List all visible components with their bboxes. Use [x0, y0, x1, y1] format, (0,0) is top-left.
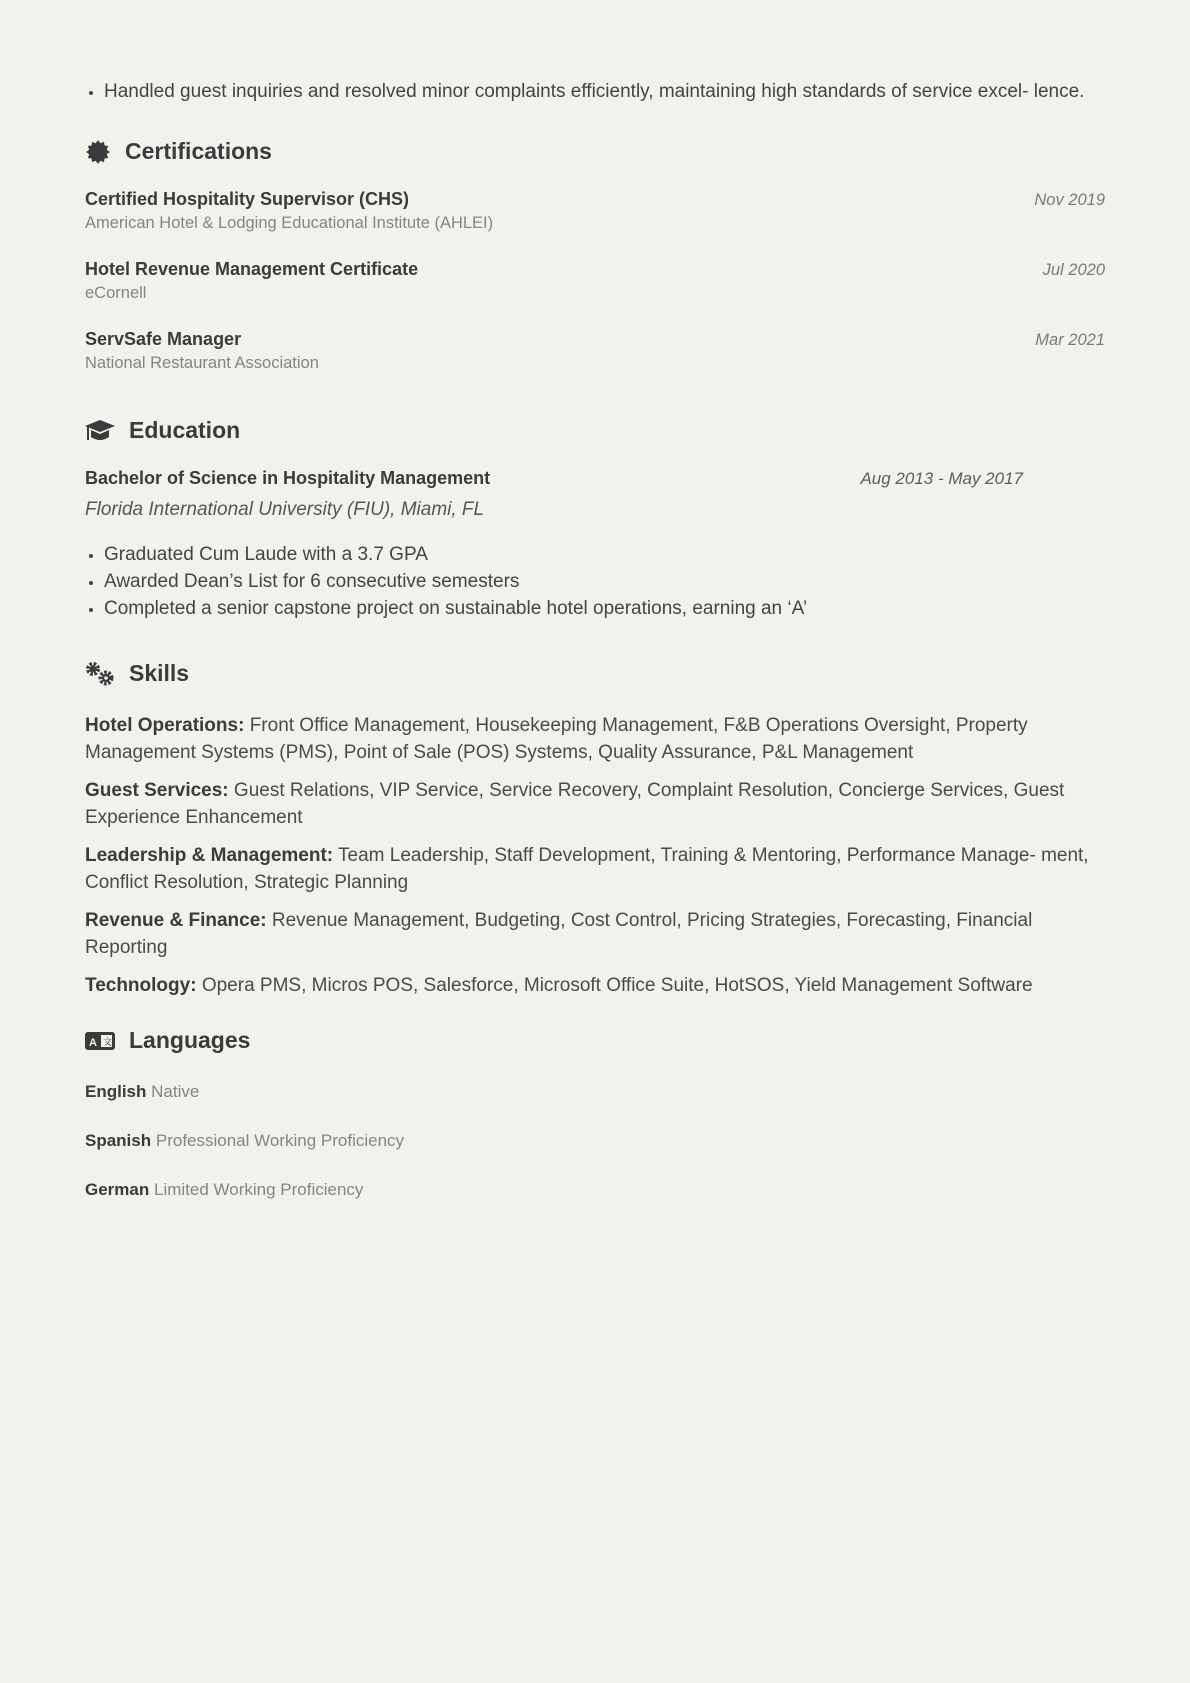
education-heading — [85, 417, 1105, 444]
cert-issuer: National Restaurant Association — [85, 354, 319, 372]
skill-label: Guest Services: — [85, 780, 229, 801]
svg-text:A: A — [89, 1036, 97, 1049]
gears-icon — [85, 662, 115, 686]
graduation-cap-icon — [85, 419, 115, 443]
skill-value: Team Leadership, Staff Development, Training & Mentoring, Performance Manage- ment, Conflict Resolution, Strategic Planning — [85, 845, 1089, 893]
skill-row — [85, 712, 1105, 766]
language-item — [85, 1082, 1105, 1102]
cert-issuer: American Hotel & Lodging Educational Institute (AHLEI) — [85, 214, 494, 232]
bullet-item: • Handled guest inquiries and resolved minor complaints efficiently, maintaining high standards of service excel- lence. — [104, 78, 1124, 105]
certification-item — [85, 259, 1105, 303]
resume-page — [85, 0, 1105, 1229]
cert-date: Jul 2020 — [1042, 261, 1105, 279]
skill-value: Front Office Management, Housekeeping Management, F&B Operations Oversight, Property Management Systems (PMS), Point of Sale (POS) Systems, Quality Assurance, P&L Management — [85, 715, 1028, 763]
badge-icon — [85, 140, 111, 164]
language-item — [85, 1180, 1105, 1200]
section-title: Certifications — [125, 138, 272, 164]
section-title: Education — [129, 417, 241, 443]
certifications-heading — [85, 138, 1105, 165]
languages-heading — [85, 1027, 1105, 1054]
cert-name: Certified Hospitality Supervisor (CHS) — [85, 189, 410, 209]
skill-value: Guest Relations, VIP Service, Service Recovery, Complaint Resolution, Concierge Services, Guest Experience Enhancement — [85, 780, 1065, 828]
language-icon — [85, 1029, 115, 1053]
language-name: German — [85, 1180, 150, 1199]
language-name: English — [85, 1082, 147, 1101]
certification-item — [85, 189, 1105, 233]
bullet-item: • Graduated Cum Laude with a 3.7 GPA — [104, 541, 1105, 568]
language-item — [85, 1131, 1105, 1151]
cert-name: Hotel Revenue Management Certificate — [85, 259, 419, 279]
skill-label: Leadership & Management: — [85, 845, 334, 866]
education-bullets — [85, 541, 1105, 622]
degree: Bachelor of Science in Hospitality Management — [85, 468, 491, 488]
education-dates: Aug 2013 - May 2017 — [860, 469, 1023, 488]
education-header — [85, 468, 1023, 489]
bullet-item: • Completed a senior capstone project on sustainable hotel operations, earning an ‘A’ — [104, 595, 1105, 622]
cert-name: ServSafe Manager — [85, 329, 242, 349]
skill-label: Hotel Operations: — [85, 715, 245, 736]
skill-label: Technology: — [85, 975, 197, 996]
bullet-item: • Awarded Dean’s List for 6 consecutive semesters — [104, 568, 1105, 595]
cert-date: Mar 2021 — [1035, 331, 1105, 349]
skill-value: Opera PMS, Micros POS, Salesforce, Microsoft Office Suite, HotSOS, Yield Management Software — [201, 975, 1033, 996]
section-title: Skills — [129, 660, 190, 686]
certification-item — [85, 329, 1105, 373]
skill-value: Revenue Management, Budgeting, Cost Control, Pricing Strategies, Forecasting, Financial Reporting — [85, 910, 1033, 958]
language-level: Professional Working Proficiency — [155, 1131, 405, 1150]
school: Florida International University (FIU), Miami, FL — [85, 499, 485, 520]
svg-text:文: 文 — [103, 1036, 113, 1047]
skills-list — [85, 712, 1105, 999]
skills-heading — [85, 660, 1105, 687]
section-title: Languages — [129, 1027, 251, 1053]
skill-label: Revenue & Finance: — [85, 910, 267, 931]
skill-row — [85, 842, 1105, 896]
language-level: Limited Working Proficiency — [153, 1180, 364, 1199]
language-name: Spanish — [85, 1131, 152, 1150]
cert-issuer: eCornell — [85, 284, 147, 302]
languages-list — [85, 1082, 1105, 1200]
skill-row — [85, 777, 1105, 831]
cert-date: Nov 2019 — [1034, 191, 1105, 209]
skill-row — [85, 907, 1105, 961]
language-level: Native — [151, 1082, 200, 1101]
experience-bullets — [85, 78, 1124, 105]
skill-row — [85, 972, 1105, 999]
